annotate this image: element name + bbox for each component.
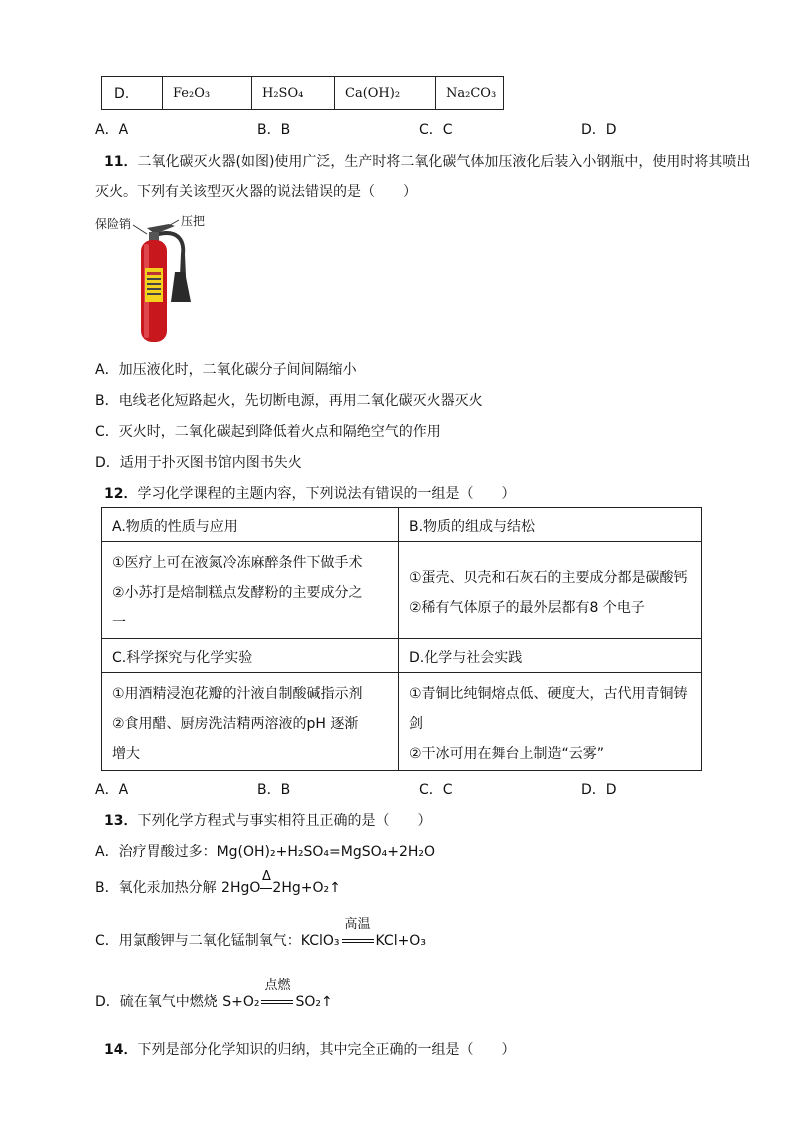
q12-cell-b-title: B.物质的组成与结松: [399, 508, 702, 542]
q12-stem: [104, 483, 515, 503]
question-number: 14．: [104, 1042, 138, 1058]
q13-option-d[interactable]: [95, 978, 333, 1011]
q10-table-cell: H₂SO₄: [252, 77, 335, 110]
q13-d-reactant: D．硫在氧气中燃烧 S+O₂: [95, 994, 260, 1010]
q13-option-a[interactable]: A．治疗胃酸过多：Mg(OH)₂+H₂SO₄=MgSO₄+2H₂O: [95, 844, 436, 860]
option-d[interactable]: D．D: [581, 122, 617, 138]
q12-stem-text: 学习化学课程的主题内容，下列说法有错误的一组是（ ）: [137, 486, 516, 502]
q12-cell-b-body: [399, 542, 702, 639]
q12-cell-c-title: C.科学探究与化学实验: [102, 639, 399, 673]
delta-symbol: Δ: [261, 869, 271, 884]
q12-a-item: ①医疗上可在液氮冷冻麻醉条件下做手术: [112, 555, 363, 571]
q12-cell-a-body: [102, 542, 399, 639]
option-c[interactable]: C．C: [419, 122, 453, 138]
q13-stem-text: 下列化学方程式与事实相符且正确的是（ ）: [137, 813, 432, 829]
q10-table-cell: Na₂CO₃: [436, 77, 504, 110]
q14-stem: [104, 1039, 515, 1059]
question-number: 13．: [104, 813, 138, 829]
q13-b-product: 2Hg+O₂↑: [272, 880, 341, 896]
q13-stem: [104, 810, 431, 830]
q12-options: [95, 779, 655, 799]
q12-d-item: ①青铜比纯铜熔点低、硬度大，古代用青铜铸: [409, 686, 688, 702]
q10-table-cell: Fe₂O₃: [163, 77, 252, 110]
q10-table: [101, 76, 504, 110]
condition-text: 高温: [344, 917, 371, 932]
q11-option-b[interactable]: B．电线老化短路起火，先切断电源，再用二氧化碳灭火器灭火: [95, 393, 483, 409]
option-b[interactable]: B．B: [257, 122, 291, 138]
fire-extinguisher-icon: [95, 210, 225, 345]
question-number: 11．: [104, 154, 138, 170]
condition-text: 点燃: [264, 978, 291, 993]
q11-stem-line2: 灭火。下列有关该型灭火器的说法错误的是（ ）: [95, 184, 417, 200]
q12-cell-c-body: [102, 673, 399, 771]
option-c[interactable]: C．C: [419, 782, 453, 798]
q12-a-item: ②小苏打是焙制糕点发酵粉的主要成分之: [112, 585, 363, 601]
q12-a-item: 一: [112, 615, 126, 631]
q11-stem-line1: [104, 151, 750, 171]
q10-table-cell: D.: [102, 77, 163, 110]
figure-label-safety-pin: 保险销: [95, 217, 132, 231]
q12-table: [101, 507, 702, 771]
figure-label-handle: 压把: [181, 214, 206, 228]
q12-c-item: ②食用醋、厨房洗洁精两溶液的pH 逐渐: [112, 716, 359, 732]
q12-b-item: ②稀有气体原子的最外层都有8 个电子: [409, 600, 645, 616]
q10-table-cell: Ca(OH)₂: [335, 77, 436, 110]
q13-c-product: KCl+O₃: [375, 933, 426, 949]
q11-option-d[interactable]: D．适用于扑灭图书馆内图书失火: [95, 455, 302, 471]
q12-c-item: ①用酒精浸泡花瓣的汁液自制酸碱指示剂: [112, 686, 363, 702]
q12-d-item: 剑: [409, 716, 423, 732]
q11-stem-text: 二氧化碳灭火器(如图)使用广泛，生产时将二氧化碳气体加压液化后装入小钢瓶中，使用时将其喷出: [137, 154, 751, 170]
q11-option-c[interactable]: C．灭火时，二氧化碳起到降低着火点和隔绝空气的作用: [95, 424, 441, 440]
fire-extinguisher-figure: [95, 210, 225, 345]
q12-cell-d-title: D.化学与社会实践: [399, 639, 702, 673]
q13-c-condition: [342, 917, 374, 949]
option-d[interactable]: D．D: [581, 782, 617, 798]
q12-c-item: 增大: [112, 746, 140, 762]
q12-d-item: ②干冰可用在舞台上制造“云雾”: [409, 746, 605, 762]
q13-d-condition: [261, 978, 293, 1010]
q13-b-condition: [260, 869, 272, 896]
option-a[interactable]: A．A: [95, 122, 129, 138]
q12-cell-a-title: A.物质的性质与应用: [102, 508, 399, 542]
option-b[interactable]: B．B: [257, 782, 291, 798]
q10-options: [95, 119, 655, 139]
q14-stem-text: 下列是部分化学知识的归纳，其中完全正确的一组是（ ）: [137, 1042, 516, 1058]
q12-b-item: ①蛋壳、贝壳和石灰石的主要成分都是碳酸钙: [409, 570, 688, 586]
q13-option-b[interactable]: [95, 869, 341, 897]
option-a[interactable]: A．A: [95, 782, 129, 798]
q11-option-a[interactable]: A．加压液化时，二氧化碳分子间间隔缩小: [95, 362, 357, 378]
q13-c-reactant: C．用氯酸钾与二氧化锰制氧气：KClO₃: [95, 933, 340, 949]
question-number: 12．: [104, 486, 138, 502]
q13-b-reactant: B．氧化汞加热分解 2HgO: [95, 880, 261, 896]
q13-d-product: SO₂↑: [295, 994, 333, 1010]
q13-option-c[interactable]: [95, 917, 426, 950]
q12-cell-d-body: [399, 673, 702, 771]
